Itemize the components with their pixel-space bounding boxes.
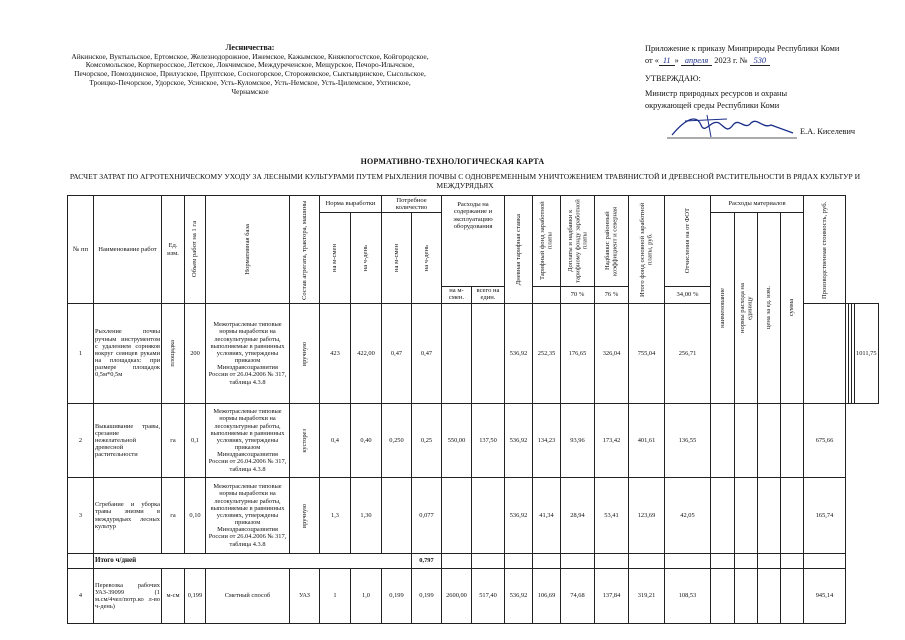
cell-pq-shift: 0,47 <box>382 304 412 404</box>
header-num: № пп <box>68 196 94 304</box>
header-pq-day <box>412 213 442 304</box>
cell-empty <box>665 554 711 569</box>
header-expenses-equip: Расходы на содержание и эксплуатацию оборудования <box>442 196 505 287</box>
header-mat-sum-text: сумма <box>788 299 796 317</box>
cell-num: 3 <box>68 478 94 554</box>
cell-nv-shift: 1,3 <box>320 478 351 554</box>
subtotal-label: Итого ч/дней <box>94 554 412 569</box>
header-total-salary-text: Итого фонд основной заработной платы, руб. <box>639 202 654 297</box>
cell-total-salary: 319,21 <box>629 569 665 624</box>
date-mid: » <box>674 56 679 66</box>
cell-unit: га <box>162 404 185 478</box>
cell-empty <box>804 554 846 569</box>
cell-num: 2 <box>68 404 94 478</box>
cell-empty <box>711 554 735 569</box>
header-materials: Расходы материалов <box>711 196 804 213</box>
header-nv-day <box>351 213 382 304</box>
cell-pq-day: 0,25 <box>412 404 442 478</box>
cell-name: Сгребание и уборка травы знизми в междурядьях лесных культур <box>94 478 162 554</box>
header-daily-rate-text: Дневная тарифная ставка <box>514 213 522 286</box>
cell-pq-shift: 0,250 <box>382 404 412 478</box>
order-date-line <box>645 55 885 67</box>
header-nv-shift <box>320 213 351 304</box>
header-pq-day-text: на ч-день <box>422 244 430 272</box>
cell-mat-price <box>758 478 781 554</box>
cell-empty <box>735 554 758 569</box>
cell-name: Рыхление почвы ручным инструментом с удалением сорняков вокруг сеянцев руками на площадках: при размере площадок 0,5м*0,5м <box>94 304 162 404</box>
cell-tariff: 106,69 <box>533 569 561 624</box>
header-mat-name-text: наименование <box>718 288 726 328</box>
cell-pq-shift: 0,199 <box>382 569 412 624</box>
cell-mat-sum <box>781 569 804 624</box>
cell-pq-day: 0,47 <box>412 304 442 404</box>
header-tariff-blank <box>533 287 561 304</box>
cell-unit: га <box>162 478 185 554</box>
cell-total-salary: 123,69 <box>629 478 665 554</box>
cell-nv-day: 422,00 <box>351 304 382 404</box>
header-mat-norm <box>735 213 758 404</box>
cell-volume: 200 <box>185 304 206 404</box>
header-total-salary <box>629 196 665 304</box>
cell-name: Перевозка рабочих УАЗ-39099 (1 м.см/4чел/потр.ко л-во ч-день) <box>94 569 162 624</box>
cell-mat-norm <box>735 478 758 554</box>
appendix-line: Приложение к приказу Минприроды Республики Коми <box>645 44 840 53</box>
date-prefix: от « <box>645 56 659 66</box>
cell-exp-shift: 550,00 <box>442 404 472 478</box>
cell-daily-rate: 536,92 <box>505 569 533 624</box>
cell-total-salary: 755,04 <box>629 304 665 404</box>
cell-aggregate-text: вручную <box>300 341 308 366</box>
date-month: апреля <box>681 56 712 66</box>
number-prefix: № <box>739 56 748 66</box>
cell-exp-total: 517,40 <box>472 569 505 624</box>
cell-tariff: 252,35 <box>533 304 561 404</box>
header-mat-sum <box>781 213 804 404</box>
cell-empty <box>758 554 781 569</box>
cell-empty <box>442 554 472 569</box>
cell-exp-shift: 2600,00 <box>442 569 472 624</box>
header-pq-shift-text: на м-смен <box>392 243 400 273</box>
cell-empty <box>472 554 505 569</box>
subtotal-num <box>68 554 94 569</box>
cell-norm: Межотраслевые типовые нормы выработки на лесокультурные работы, выполняемые в равнинных условиях, утверждены приказом Минздравсоцразвития России от 26.04.2006 № 317, таблица 4.3.8 <box>206 304 290 404</box>
cell-empty <box>595 554 629 569</box>
cell-deductions: 256,71 <box>665 304 711 404</box>
cell-aggregate <box>290 304 320 404</box>
header-surcharges <box>561 196 595 287</box>
cell-volume: 0,199 <box>185 569 206 624</box>
header-mat-name <box>711 213 735 404</box>
header-norm-base-text: Нормативная база <box>243 224 251 275</box>
cell-deductions: 108,53 <box>665 569 711 624</box>
cell-deductions: 42,05 <box>665 478 711 554</box>
cell-surcharge: 176,65 <box>561 304 595 404</box>
cell-aggregate <box>290 478 320 554</box>
cell-mat-norm <box>735 404 758 478</box>
cell-exp-total: 137,50 <box>472 404 505 478</box>
date-year: 2023 г. <box>714 56 738 66</box>
cell-regional: 326,04 <box>595 304 629 404</box>
cell-surcharge: 74,68 <box>561 569 595 624</box>
cell-daily-rate: 536,92 <box>505 304 533 404</box>
header-need-qty: Потребное количество <box>382 196 442 213</box>
cell-cost: 1011,75 <box>855 304 879 404</box>
cell-aggregate-text: кусторез <box>300 428 308 453</box>
signer-name: Е.А. Киселевич <box>800 127 856 136</box>
table-row <box>68 478 879 554</box>
cell-exp-shift <box>442 478 472 554</box>
header-norm-base <box>206 196 290 304</box>
cell-unit: м-см <box>162 569 185 624</box>
cell-tariff: 134,23 <box>533 404 561 478</box>
cell-regional: 137,84 <box>595 569 629 624</box>
cell-total-salary: 401,61 <box>629 404 665 478</box>
subtotal-value: 0,797 <box>412 554 442 569</box>
cell-volume: 0,1 <box>185 404 206 478</box>
cell-empty <box>505 554 533 569</box>
cell-exp-shift <box>442 304 472 404</box>
header-nv-day-text: на ч-день <box>362 244 370 272</box>
cell-empty <box>781 554 804 569</box>
header-volume-text: Объем работ на 1 га <box>191 221 199 278</box>
cell-exp-total <box>472 478 505 554</box>
cell-norm: Межотраслевые типовые нормы выработки на лесокультурные работы, выполняемые в равнинных условиях, утверждены приказом Минздравсоцразвития России от 26.04.2006 № 317, таблица 4.3.8 <box>206 404 290 478</box>
header-prod-cost <box>804 196 846 304</box>
cell-empty <box>533 554 561 569</box>
header-pct-70: 70 % <box>561 287 595 304</box>
cell-norm: Межотраслевые типовые нормы выработки на лесокультурные работы, выполняемые в равнинных условиях, утверждены приказом Минздравсоцразвития России от 26.04.2006 № 317, таблица 4.3.8 <box>206 478 290 554</box>
cell-regional: 173,42 <box>595 404 629 478</box>
header-mat-price <box>758 213 781 404</box>
cell-norm: Сметный способ <box>206 569 290 624</box>
cell-empty <box>561 554 595 569</box>
header-deductions <box>665 196 711 287</box>
order-number: 530 <box>750 56 770 66</box>
cell-pq-day: 0,077 <box>412 478 442 554</box>
header-prod-cost-text: Производственная стоимость, руб. <box>820 200 828 299</box>
header-mat-price-text: цена за ед. изм. <box>765 286 773 330</box>
document-title: НОРМАТИВНО-ТЕХНОЛОГИЧЕСКАЯ КАРТА <box>360 157 545 166</box>
cell-aggregate-text: вручную <box>300 503 308 528</box>
subtotal-row <box>68 554 879 569</box>
cell-pq-day: 0,199 <box>412 569 442 624</box>
cell-num: 1 <box>68 304 94 404</box>
cell-regional: 53,41 <box>595 478 629 554</box>
cell-num: 4 <box>68 569 94 624</box>
forestries-list: Айкинское, Вуктыльское, Ертомское, Железнодорожное, Ижемское, Кажымское, Княжпогостское, Койгородское, Комсомольское, Корткеросское, Летское, Локчимское, Междуреченское, Мещурское, Печоро-Илычское, Печорское, Помоздинское, Прилузское, Пруптское, Сосногорское, Сторожевское, Сыктывдинское, Сысольское, Троицко-Печорское, Удорское, Усинское, Усть-Куломское, Усть-Немское, Усть-Цилемское, Ухтинское, Чернамское <box>71 51 429 97</box>
cell-mat-price <box>758 569 781 624</box>
header-surcharges-text: Доплаты и надбавки к тарифному фонду заработной платы <box>566 199 589 283</box>
cell-surcharge: 28,94 <box>561 478 595 554</box>
header-daily-rate <box>505 196 533 304</box>
cell-nv-shift: 0,4 <box>320 404 351 478</box>
cell-pq-shift <box>382 478 412 554</box>
cell-cost: 945,14 <box>804 569 846 624</box>
header-pct-76: 76 % <box>595 287 629 304</box>
header-pct-34: 34,00 % <box>665 287 711 304</box>
header-regional-text: Надбавки: районный коэффициент и северная <box>604 206 619 276</box>
cell-cost: 165,74 <box>804 478 846 554</box>
cell-empty <box>629 554 665 569</box>
cell-mat-price <box>758 404 781 478</box>
header-name: Наименование работ <box>94 196 162 304</box>
cell-cost: 675,66 <box>804 404 846 478</box>
header-tariff-fund <box>533 196 561 287</box>
cell-mat-sum <box>781 478 804 554</box>
header-unit: Ед. изм. <box>162 196 185 304</box>
header-aggregate-text: Состав агрегата, трактора, машины <box>300 199 308 300</box>
header-pq-shift <box>382 213 412 304</box>
cell-aggregate: УАЗ <box>290 569 320 624</box>
table-row <box>68 569 879 624</box>
cell-volume: 0,10 <box>185 478 206 554</box>
cost-table <box>67 195 879 624</box>
header-aggregate <box>290 196 320 304</box>
forestries-block <box>70 43 430 97</box>
header-nv-shift-text: на м-смен <box>331 243 339 273</box>
cell-exp-total <box>472 304 505 404</box>
cell-mat-norm <box>735 569 758 624</box>
document-subtitle: РАСЧЕТ ЗАТРАТ ПО АГРОТЕХНИЧЕСКОМУ УХОДУ ЗА ЛЕСНЫМИ КУЛЬТУРАМИ ПУТЕМ РЫХЛЕНИЯ ПОЧВЫ С ОДНОВРЕМЕННЫМ УНИЧТОЖЕНИЕМ ТРАВЯНИСТОЙ И ДРЕВЕСНОЙ РАСТИТЕЛЬНОСТИ В РЯДАХ КУЛЬТУР И МЕЖДУРЯДЬЯХ <box>69 172 861 191</box>
header-deductions-text: Отчисления на от ФОТ <box>683 208 691 274</box>
cell-tariff: 41,34 <box>533 478 561 554</box>
cell-nv-shift: 1 <box>320 569 351 624</box>
cell-nv-day: 0,40 <box>351 404 382 478</box>
signature-mark <box>667 113 797 141</box>
cell-nv-day: 1,30 <box>351 478 382 554</box>
header-exp-shift: на м-смен. <box>442 287 472 304</box>
cell-daily-rate: 536,92 <box>505 478 533 554</box>
cell-aggregate <box>290 404 320 478</box>
forestries-heading: Лесничества: <box>225 43 275 52</box>
header-volume <box>185 196 206 304</box>
cell-mat-name <box>804 304 846 404</box>
date-day: 11 <box>659 56 675 66</box>
table-row <box>68 404 879 478</box>
position-line: Министр природных ресурсов и охраны окружающей среды Республики Коми <box>645 89 788 111</box>
header-regional <box>595 196 629 287</box>
cell-mat-name <box>711 569 735 624</box>
cell-nv-shift: 423 <box>320 304 351 404</box>
approve-label: УТВЕРЖДАЮ: <box>645 74 701 84</box>
cell-nv-day: 1,0 <box>351 569 382 624</box>
cell-daily-rate: 536,92 <box>505 404 533 478</box>
cell-mat-sum <box>781 404 804 478</box>
header-tariff-fund-text: Тарифный фонд заработной платы <box>539 201 554 281</box>
cell-name: Выкашивание травы, срезание нежелательной древесной растительности <box>94 404 162 478</box>
cell-unit <box>162 304 185 404</box>
cell-deductions: 136,55 <box>665 404 711 478</box>
header-exp-total: всего на един. <box>472 287 505 304</box>
header-mat-norm-text: нормы расхода на единицу <box>738 283 753 333</box>
approval-block <box>645 43 885 112</box>
cell-mat-name <box>711 478 735 554</box>
cell-unit-text: площадка <box>169 340 177 367</box>
cell-mat-name <box>711 404 735 478</box>
header-norm-output: Норма выработки <box>320 196 382 213</box>
cell-surcharge: 93,96 <box>561 404 595 478</box>
